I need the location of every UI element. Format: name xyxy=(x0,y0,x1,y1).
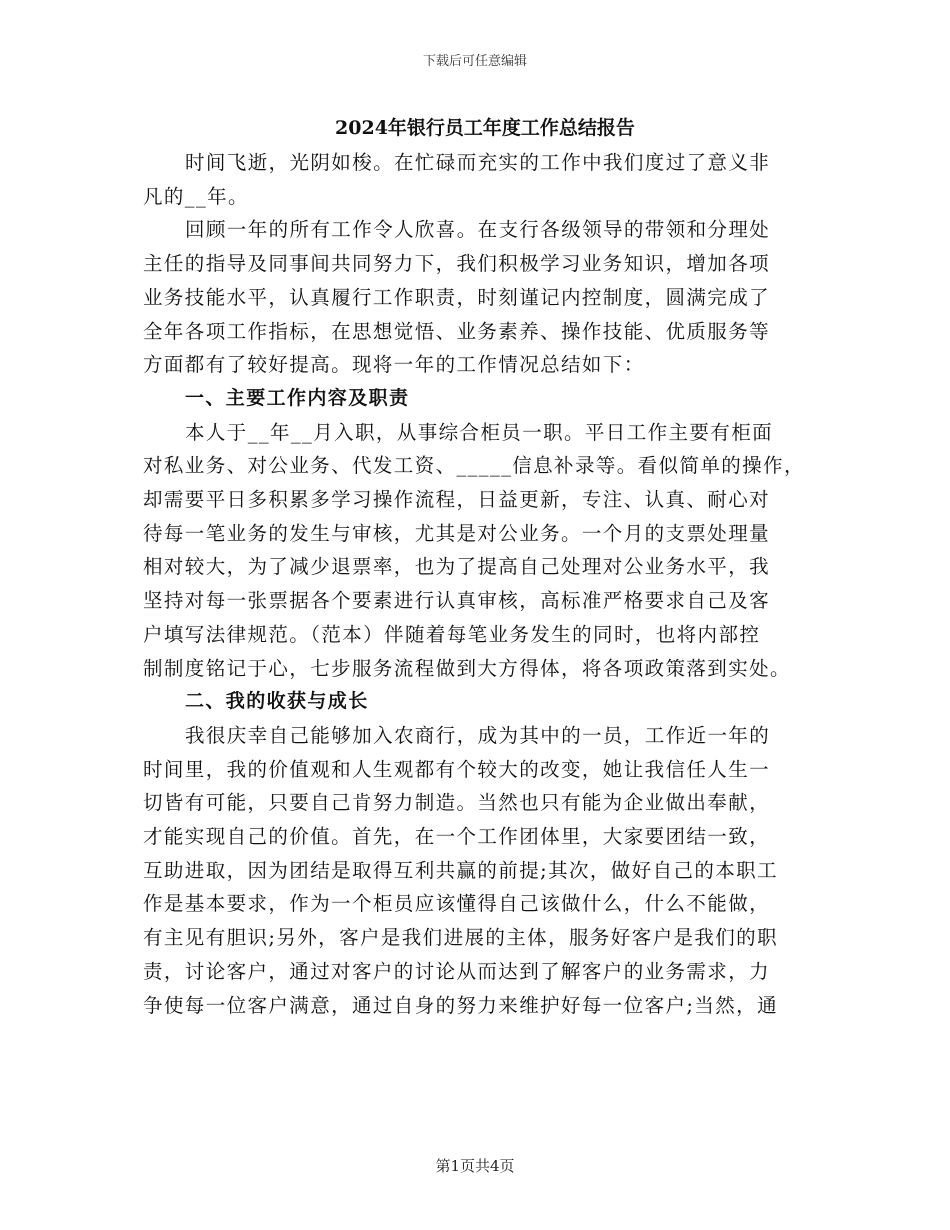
section-heading: 二、我的收获与成长 xyxy=(185,690,369,713)
header-note: 下载后可任意编辑 xyxy=(422,54,527,69)
body-line: 业务技能水平，认真履行工作职责，时刻谨记内控制度，圆满完成了 xyxy=(143,285,771,309)
body-line: 相对较大，为了减少退票率，也为了提高自己处理对公业务水平，我 xyxy=(143,555,771,579)
body-line: 坚持对每一张票据各个要素进行认真审核，高标准严格要求自己及客 xyxy=(143,589,771,613)
body-line: 本人于__年__月入职，从事综合柜员一职。平日工作主要有柜面 xyxy=(185,420,774,444)
body-line: 有主见有胆识;另外，客户是我们进展的主体，服务好客户是我们的职 xyxy=(143,926,778,950)
body-line: 作是基本要求，作为一个柜员应该懂得自己该做什么，什么不能做， xyxy=(143,892,771,916)
body-line: 凡的__年。 xyxy=(143,184,249,208)
body-line: 对私业务、对公业务、代发工资、_____信息补录等。看似简单的操作， xyxy=(143,454,805,478)
body-line: 主任的指导及同事间共同努力下，我们积极学习业务知识，增加各项 xyxy=(143,252,771,276)
document-title: 2024年银行员工年度工作总结报告 xyxy=(335,117,635,139)
body-line: 却需要平日多积累多学习操作流程，日益更新，专注、认真、耐心对 xyxy=(143,488,771,512)
body-line: 时间飞逝，光阴如梭。在忙碌而充实的工作中我们度过了意义非 xyxy=(185,151,771,174)
body-line: 互助进取，因为团结是取得互利共赢的前提;其次，做好自己的本职工 xyxy=(143,858,778,882)
body-line: 方面都有了较好提高。现将一年的工作情况总结如下： xyxy=(143,353,645,377)
document-body xyxy=(143,146,813,1022)
body-line: 制制度铭记于心，七步服务流程做到大方得体，将各项政策落到实处。 xyxy=(143,656,791,680)
body-line: 待每一笔业务的发生与审核，尤其是对公业务。一个月的支票处理量 xyxy=(143,521,771,545)
body-line: 才能实现自己的价值。首先，在一个工作团体里，大家要团结一致， xyxy=(143,825,771,849)
section-heading: 一、主要工作内容及职责 xyxy=(185,386,410,409)
body-line: 回顾一年的所有工作令人欣喜。在支行各级领导的带领和分理处 xyxy=(185,218,771,242)
body-line: 全年各项工作指标，在思想觉悟、业务素养、操作技能、优质服务等 xyxy=(143,319,771,343)
body-line: 我很庆幸自己能够加入农商行，成为其中的一员，工作近一年的 xyxy=(185,723,771,747)
body-line: 切皆有可能，只要自己肯努力制造。当然也只有能为企业做出奉献， xyxy=(143,791,771,815)
body-line: 责，讨论客户，通过对客户的讨论从而达到了解客户的业务需求，力 xyxy=(143,959,771,983)
body-line: 争使每一位客户满意，通过自身的努力来维护好每一位客户;当然，通 xyxy=(143,993,778,1017)
body-line: 户填写法律规范。（范本）伴随着每笔业务发生的同时，也将内部控 xyxy=(143,622,761,646)
page-number: 第1页共4页 xyxy=(435,1157,515,1175)
body-line: 时间里，我的价值观和人生观都有个较大的改变，她让我信任人生一 xyxy=(143,757,771,781)
